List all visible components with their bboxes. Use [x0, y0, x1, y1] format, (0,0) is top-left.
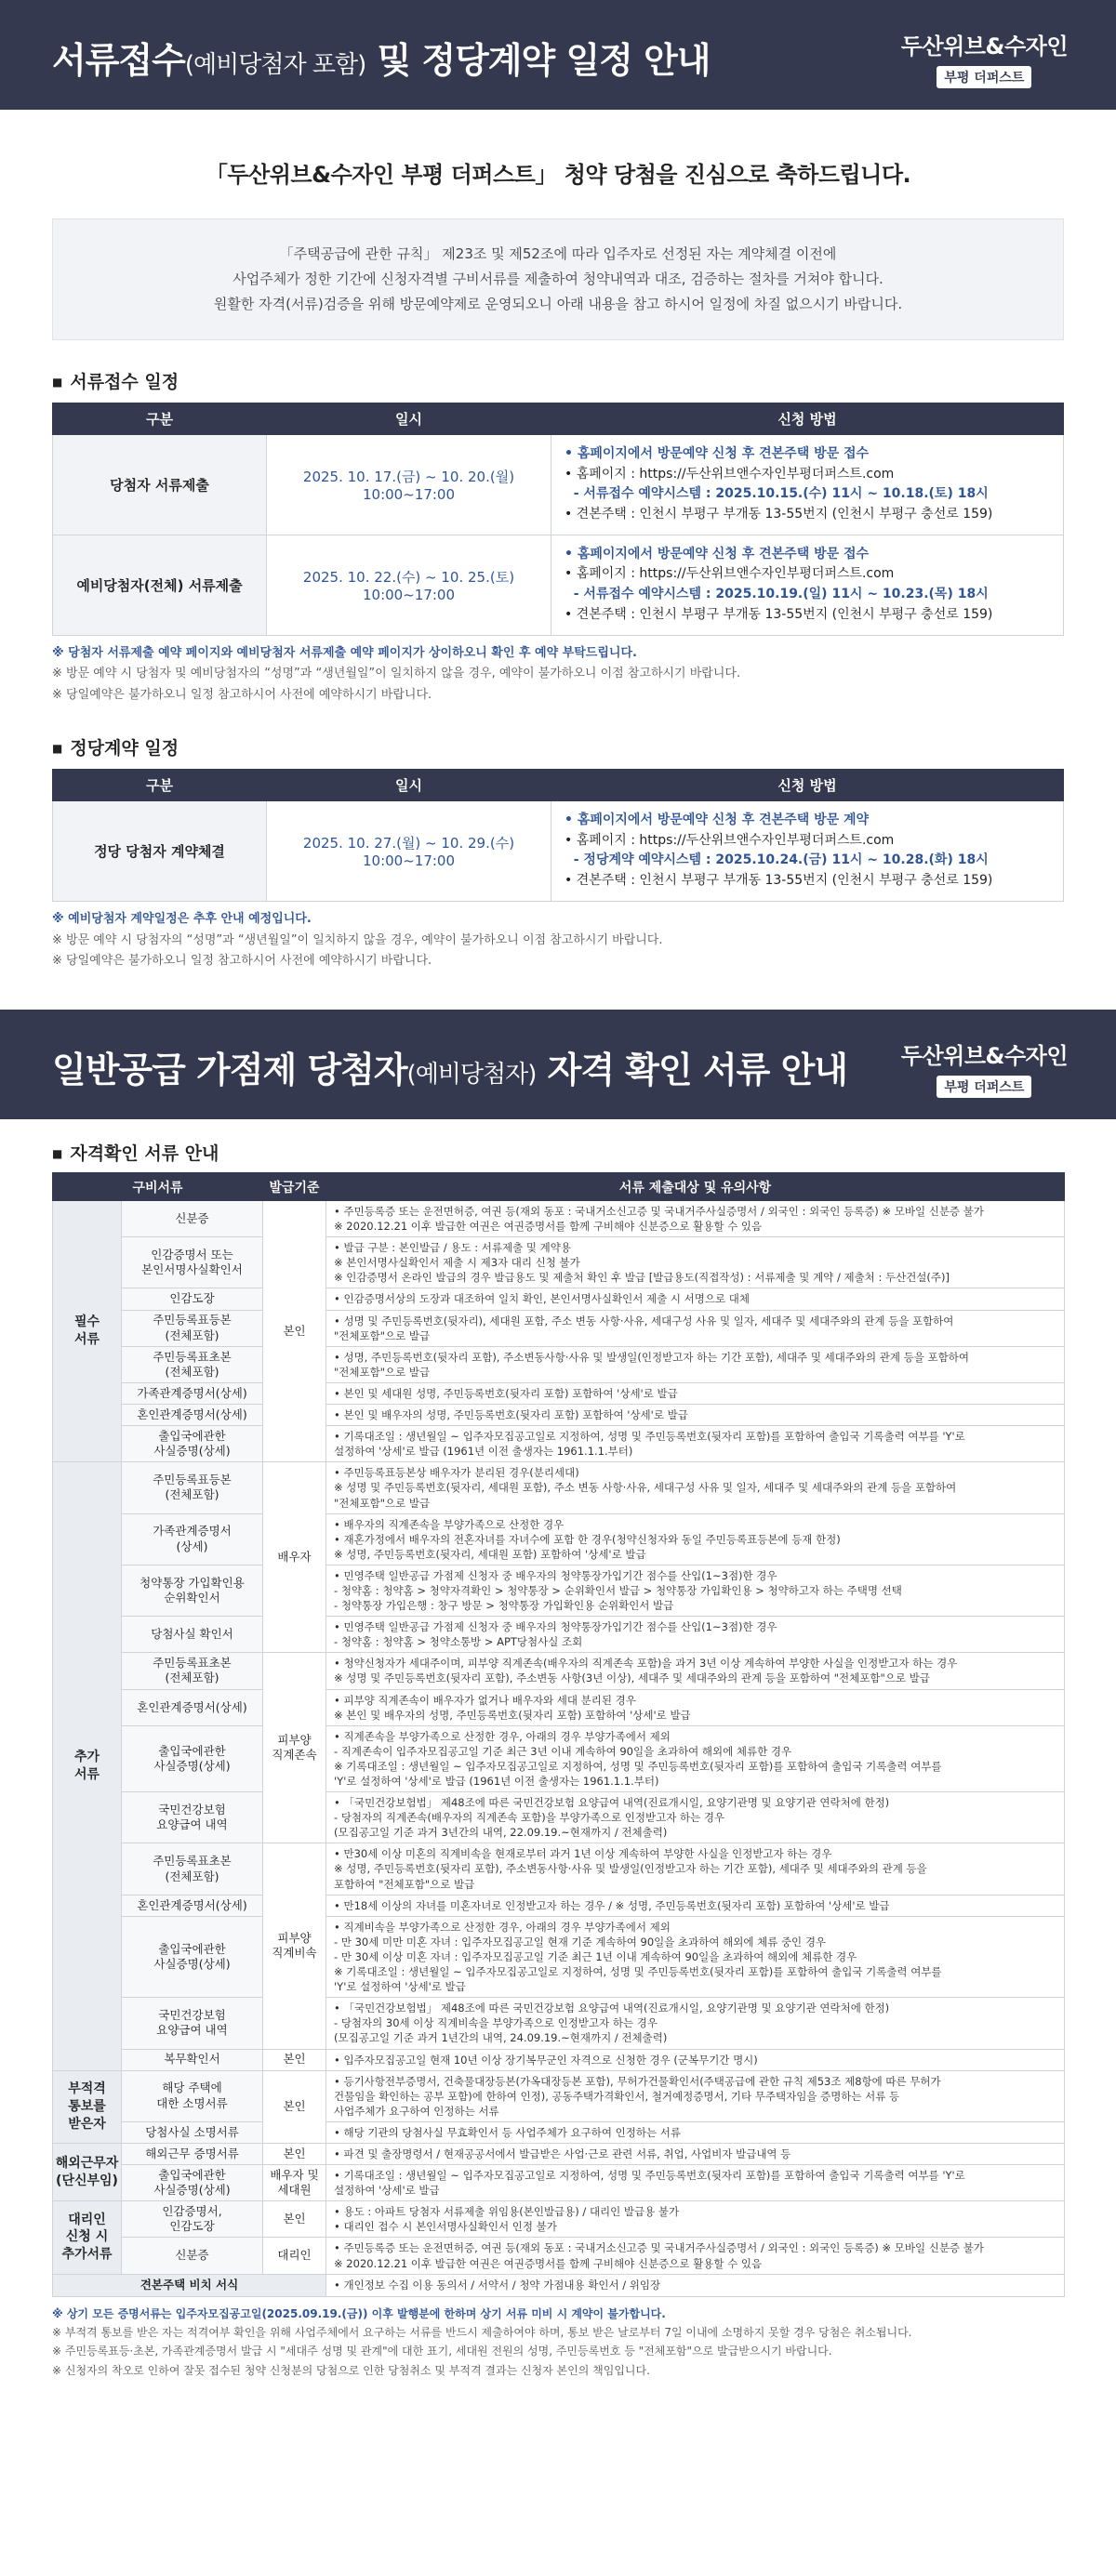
note: ※ 당일예약은 불가하오니 일정 참고하시어 사전에 예약하시기 바랍니다. — [52, 688, 432, 702]
row-method: • 홈페이지에서 방문예약 신청 후 견본주택 방문 접수 • 홈페이지 : https://두산위브앤수자인부평더퍼스트.com - 서류접수 예약시스템 : 2025.10.19.(일) 11시 ~ 10.23.(목) 18시 • 견본주택 : 인천시 부평구 부개동 13-55번지 (인천시 부평구 충선로 159) — [551, 535, 1064, 635]
table-row — [53, 1462, 1065, 1513]
document-name: 출입국에관한 사실증명(상세) — [122, 2165, 263, 2201]
issuer-basis: 본인 — [263, 2070, 326, 2143]
table-header: 서류 제출대상 및 유의사항 — [326, 1173, 1065, 1201]
document-name: 해당 주택에 대한 소명서류 — [122, 2070, 263, 2121]
table-row — [53, 2165, 1065, 2201]
document-name: 인감도장 — [122, 1288, 263, 1310]
table-row — [53, 2238, 1065, 2274]
document-description: • 등기사항전부증명서, 건축물대장등본(가옥대장등본 포함), 무허가건물확인서(주택공급에 관한 규칙 제53조 제8항에 따른 무허가 건물임을 확인하는 공부 포함)에 한하여 인정), 공동주택가격확인서, 철거예정증명서, 기타 무주택자임을 증명하는 서류 등 사업주체가 요구하여 인정하는 서류 — [326, 2070, 1065, 2121]
intro-line: 「주택공급에 관한 규칙」 제23조 및 제52조에 따라 입주자로 선정된 자는 계약체결 이전에 — [279, 245, 837, 262]
brand-logo-name: 두산위브&수자인 — [900, 1043, 1068, 1069]
homepage-link[interactable]: • 홈페이지 : https://두산위브앤수자인부평더퍼스트.com — [565, 832, 895, 848]
table-header: 일시 — [267, 769, 551, 800]
contract-schedule-title: ■ 정당계약 일정 — [52, 734, 1116, 760]
issuer-basis: 대리인 — [263, 2238, 326, 2274]
issuer-basis: 본인 — [263, 2201, 326, 2238]
homepage-link[interactable]: • 홈페이지 : https://두산위브앤수자인부평더퍼스트.com — [565, 566, 895, 582]
document-name: 혼인관계증명서(상세) — [122, 1895, 263, 1916]
document-name: 출입국에관한 사실증명(상세) — [122, 1916, 263, 1997]
document-name: 인감증명서, 인감도장 — [122, 2201, 263, 2238]
document-description: • 기록대조일 : 생년월일 ~ 입주자모집공고일로 지정하여, 성명 및 주민등록번호(뒷자리 포함)를 포함하여 출입국 기록출력 여부를 'Y'로 설정하여 '상세'로 발급 — [326, 2165, 1065, 2201]
note: ※ 주민등록표등·초본, 가족관계증명서 발급 시 "세대주 성명 및 관계"에 대한 표기, 세대원 전원의 성명, 주민등록번호 등 "전체포함"으로 발급받으시기 바랍니다. — [52, 2345, 832, 2358]
summary-description: • 개인정보 수집 이용 동의서 / 서약서 / 청약 가점내용 확인서 / 위임장 — [326, 2274, 1065, 2296]
table-row — [53, 1916, 1065, 1997]
row-date: 2025. 10. 27.(월) ~ 10. 29.(수) 10:00~17:00 — [267, 800, 551, 901]
document-description: • 만18세 이상의 자녀를 미혼자녀로 인정받고자 하는 경우 / ※ 성명, 주민등록번호(뒷자리 포함) 포함하여 '상세'로 발급 — [326, 1895, 1065, 1916]
brand-logo — [901, 1037, 1068, 1098]
table-row — [53, 1426, 1065, 1462]
contract-schedule-table — [52, 769, 1064, 902]
documents-notes — [52, 2305, 1116, 2381]
document-name: 주민등록표등본 (전체포함) — [122, 1310, 263, 1346]
group-label: 해외근무자 (단신부임) — [53, 2143, 122, 2200]
issuer-basis: 본인 — [263, 2143, 326, 2164]
table-row — [53, 535, 1064, 635]
table-row — [53, 1565, 1065, 1616]
document-description: • 직계존속을 부양가족으로 산정한 경우, 아래의 경우 부양가족에서 제외 - 직계존속이 입주자모집공고일 기준 최근 3년 이내 계속하여 90일을 초과하여 해외에 체류한 경우 ※ 기록대조일 : 생년월일 ~ 입주자모집공고일로 지정하여, 성명 및 주민등록번호(뒷자리 포함)를 포함하여 출입국 기록출력 여부를 'Y'로 설정하여 '상세'로 발급 (1961년 이전 출생자는 1961.1.1.부터) — [326, 1725, 1065, 1791]
document-description: • 용도 : 아파트 당첨자 서류제출 위임용(본인발급용) / 대리인 발급용 불가 • 대리인 접수 시 본인서명사실확인서 인정 불가 — [326, 2201, 1065, 2238]
document-description: • 파견 및 출장명령서 / 현재공공서에서 발급받은 사업·근로 관련 서류, 취업, 사업비자 발급내역 등 — [326, 2143, 1065, 2164]
doc-schedule-title: ■ 서류접수 일정 — [52, 368, 1116, 393]
congratulations-message: 「두산위브&수자인 부평 더퍼스트」 청약 당첨을 진심으로 축하드립니다. — [205, 162, 911, 188]
table-row — [53, 2274, 1065, 2296]
row-method: • 홈페이지에서 방문예약 신청 후 견본주택 방문 접수 • 홈페이지 : https://두산위브앤수자인부평더퍼스트.com - 서류접수 예약시스템 : 2025.10.15.(수) 11시 ~ 10.18.(토) 18시 • 견본주택 : 인천시 부평구 부개동 13-55번지 (인천시 부평구 충선로 159) — [551, 435, 1064, 535]
issuer-basis: 본인 — [263, 1201, 326, 1462]
issuer-basis: 피부양 직계존속 — [263, 1653, 326, 1843]
doc-schedule-notes — [52, 643, 1116, 707]
table-row — [53, 1792, 1065, 1843]
note: ※ 신청자의 착오로 인하여 잘못 접수된 청약 신청분의 당첨으로 인한 당첨취소 및 부적격 결과는 신청자 본인의 책임입니다. — [52, 2363, 650, 2377]
document-description: • 입주자모집공고일 현재 10년 이상 장기복무군인 자격으로 신청한 경우 (군복무기간 명시) — [326, 2049, 1065, 2070]
document-description: • 주민등록증 또는 운전면허증, 여권 등(재외 동포 : 국내거소신고증 및 국내거주사실증명서 / 외국인 : 외국인 등록증) ※ 모바일 신분증 불가 ※ 2020.12.21 이후 발급한 여권은 여권증명서를 함께 구비해야 신분증으로 활용할 수 있음 — [326, 1201, 1065, 1237]
document-name: 가족관계증명서 (상세) — [122, 1513, 263, 1565]
document-name: 국민건강보험 요양급여 내역 — [122, 1792, 263, 1843]
homepage-link[interactable]: • 홈페이지 : https://두산위브앤수자인부평더퍼스트.com — [565, 466, 895, 482]
documents-table — [52, 1172, 1065, 2297]
brand-logo-badge: 부평 더퍼스트 — [937, 1076, 1031, 1098]
document-name: 신분증 — [122, 2238, 263, 2274]
intro-box — [52, 218, 1064, 340]
issuer-basis: 피부양 직계비속 — [263, 1843, 326, 2049]
document-description: • 청약신청자가 세대주이며, 피부양 직계존속(배우자의 직계존속 포함)을 과거 3년 이상 계속하여 부양한 사실을 인정받고자 하는 경우 ※ 성명 및 주민등록번호(뒷자리 포함), 주소변동 사항(3년 이상), 세대주 및 세대주와의 관계 등을 포함하여 "전체포함"으로 발급 — [326, 1653, 1065, 1689]
documents-title: ■ 자격확인 서류 안내 — [52, 1140, 1116, 1165]
document-description: • 주민등록증 또는 운전면허증, 여권 등(재외 동포 : 국내거소신고증 및 국내거주사실증명서 / 외국인 : 외국인 등록증) ※ 모바일 신분증 불가 ※ 2020.12.21 이후 발급한 여권은 여권증명서를 함께 구비해야 신분증으로 활용할 수 있음 — [326, 2238, 1065, 2274]
document-name: 혼인관계증명서(상세) — [122, 1405, 263, 1426]
table-row — [53, 1725, 1065, 1791]
document-description: • 성명 및 주민등록번호(뒷자리), 세대원 포함, 주소 변동 사항·사유, 세대구성 사유 및 일자, 세대주 및 세대주와의 관계 등을 포함하여 "전체포함"으로 발급 — [326, 1310, 1065, 1346]
document-name: 해외근무 증명서류 — [122, 2143, 263, 2164]
row-label: 예비당첨자(전체) 서류제출 — [53, 535, 267, 635]
table-row — [53, 2070, 1065, 2121]
table-row — [53, 435, 1064, 535]
document-name: 복무확인서 — [122, 2049, 263, 2070]
documents-header-title: 일반공급 가점제 당첨자(예비당첨자) 자격 확인 서류 안내 — [52, 1050, 848, 1090]
document-name: 출입국에관한 사실증명(상세) — [122, 1426, 263, 1462]
intro-line: 원활한 자격(서류)검증을 위해 방문예약제로 운영되오니 아래 내용을 참고 하시어 일정에 차질 없으시기 바랍니다. — [213, 296, 903, 312]
row-date: 2025. 10. 17.(금) ~ 10. 20.(월) 10:00~17:00 — [267, 435, 551, 535]
document-name: 주민등록표초본 (전체포함) — [122, 1653, 263, 1689]
brand-logo-name: 두산위브&수자인 — [900, 33, 1068, 59]
table-row — [53, 1653, 1065, 1689]
document-description: • 발급 구분 : 본인발급 / 용도 : 서류제출 및 계약용 ※ 본인서명사실확인서 제출 시 제3자 대리 신청 불가 ※ 인감증명서 온라인 발급의 경우 발급용도 및 제출처 확인 후 발급 [발급용도(직접작성) : 서류제출 및 계약 / 제출처 : 두산건설(주)] — [326, 1237, 1065, 1288]
document-description: • 민영주택 일반공급 가점제 신청자 중 배우자의 청약통장가입기간 점수를 산입(1~3점)한 경우 - 청약홈 : 청약홈 > 청약자격확인 > 청약통장 > 순위확인서 발급 > 청약통장 가입확인용 > 청약하고자 하는 주택명 선택 - 청약통장 가입은행 : 창구 방문 > 청약통장 가입확인용 순위확인서 발급 — [326, 1565, 1065, 1616]
table-header: 구비서류 — [53, 1173, 263, 1201]
table-row — [53, 2121, 1065, 2143]
document-name: 신분증 — [122, 1201, 263, 1237]
group-label: 추가 서류 — [53, 1462, 122, 2070]
brand-logo — [901, 28, 1068, 88]
row-method: • 홈페이지에서 방문예약 신청 후 견본주택 방문 계약 • 홈페이지 : https://두산위브앤수자인부평더퍼스트.com - 정당계약 예약시스템 : 2025.10.24.(금) 11시 ~ 10.28.(화) 18시 • 견본주택 : 인천시 부평구 부개동 13-55번지 (인천시 부평구 충선로 159) — [551, 800, 1064, 901]
issuer-basis: 배우자 — [263, 1462, 326, 1653]
issuer-basis: 본인 — [263, 2049, 326, 2070]
table-row — [53, 1288, 1065, 1310]
note: ※ 상기 모든 증명서류는 입주자모집공고일(2025.09.19.(금)) 이후 발행분에 한하며 상기 서류 미비 시 계약이 불가합니다. — [52, 2306, 666, 2320]
documents-table-body — [53, 1201, 1065, 2297]
note: ※ 당일예약은 불가하오니 일정 참고하시어 사전에 예약하시기 바랍니다. — [52, 954, 432, 969]
row-label: 정당 당첨자 계약체결 — [53, 800, 267, 901]
document-name: 출입국에관한 사실증명(상세) — [122, 1725, 263, 1791]
issuer-basis: 배우자 및 세대원 — [263, 2165, 326, 2201]
document-description: • 주민등록표등본상 배우자가 분리된 경우(분리세대) ※ 성명 및 주민등록번호(뒷자리, 세대원 포함), 주소 변동 사항·사유, 세대구성 사유 및 일자, 세대주 및 세대주와의 관계 등을 포함하여 "전체포함"으로 발급 — [326, 1462, 1065, 1513]
table-row — [53, 1346, 1065, 1382]
document-name: 국민건강보험 요양급여 내역 — [122, 1998, 263, 2049]
document-name: 인감증명서 또는 본인서명사실확인서 — [122, 1237, 263, 1288]
document-description: • 인감증명서상의 도장과 대조하여 일치 확인, 본인서명사실확인서 제출 시 서명으로 대체 — [326, 1288, 1065, 1310]
table-row — [53, 2049, 1065, 2070]
group-label: 부적격 통보를 받은자 — [53, 2070, 122, 2143]
schedule-header-title: 서류접수(예비당첨자 포함) 및 정당계약 일정 안내 — [52, 40, 711, 81]
note: ※ 예비당첨자 계약일정은 추후 안내 예정입니다. — [52, 911, 312, 926]
table-header: 구분 — [53, 769, 267, 800]
row-label: 당첨자 서류제출 — [53, 435, 267, 535]
document-description: • 피부양 직계존속이 배우자가 없거나 배우자와 세대 분리된 경우 ※ 본인 및 배우자의 성명, 주민등록번호(뒷자리 포함) 포함하여 '상세'로 발급 — [326, 1689, 1065, 1725]
group-label: 필수 서류 — [53, 1201, 122, 1462]
document-name: 주민등록표초본 (전체포함) — [122, 1346, 263, 1382]
table-header: 구분 — [53, 403, 267, 435]
table-row — [53, 1310, 1065, 1346]
table-row — [53, 1382, 1065, 1404]
document-description: • 성명, 주민등록번호(뒷자리 포함), 주소변동사항·사유 및 발생일(인정받고자 하는 기간 포함), 세대주 및 세대주와의 관계 등을 포함하여 "전체포함"으로 발급 — [326, 1346, 1065, 1382]
document-description: • 민영주택 일반공급 가점제 신청자 중 배우자의 청약통장가입기간 점수를 산입(1~3점)한 경우 - 청약홈 : 청약홈 > 청약소통방 > APT당첨사실 조회 — [326, 1617, 1065, 1653]
table-header: 신청 방법 — [551, 769, 1064, 800]
document-description: • 해당 기관의 당첨사실 무효확인서 등 사업주체가 요구하여 인정하는 서류 — [326, 2121, 1065, 2143]
table-row — [53, 1617, 1065, 1653]
summary-label: 견본주택 비치 서식 — [53, 2274, 326, 2296]
document-description: • 본인 및 세대원 성명, 주민등록번호(뒷자리 포함) 포함하여 '상세'로 발급 — [326, 1382, 1065, 1404]
table-header: 신청 방법 — [551, 403, 1064, 435]
document-description: • 만30세 이상 미혼의 직계비속을 현재로부터 과거 1년 이상 계속하여 부양한 사실을 인정받고자 하는 경우 ※ 성명, 주민등록번호(뒷자리 포함), 주소변동사항·사유 및 발생일(인정받고자 하는 기간 포함), 세대주 및 세대주와의 관계 등을 포함하여 "전체포함"으로 발급 — [326, 1843, 1065, 1895]
document-name: 혼인관계증명서(상세) — [122, 1689, 263, 1725]
table-row — [53, 1998, 1065, 2049]
table-row — [53, 800, 1064, 901]
document-name: 당첨사실 확인서 — [122, 1617, 263, 1653]
table-header: 일시 — [267, 403, 551, 435]
document-description: • 본인 및 배우자의 성명, 주민등록번호(뒷자리 포함) 포함하여 '상세'로 발급 — [326, 1405, 1065, 1426]
table-row — [53, 1405, 1065, 1426]
table-header: 발급기준 — [263, 1173, 326, 1201]
table-row — [53, 1895, 1065, 1916]
intro-line: 사업주체가 정한 기간에 신청자격별 구비서류를 제출하여 청약내역과 대조, 검증하는 절차를 거쳐야 합니다. — [232, 271, 884, 287]
row-date: 2025. 10. 22.(수) ~ 10. 25.(토) 10:00~17:00 — [267, 535, 551, 635]
table-row — [53, 2201, 1065, 2238]
table-row — [53, 1201, 1065, 1237]
document-description: • 「국민건강보험법」 제48조에 따른 국민건강보험 요양급여 내역(진료개시일, 요양기관명 및 요양기관 연락처에 한정) - 당첨자의 직계존속(배우자의 직계존속 포함)을 부양가족으로 인정받고자 하는 경우 (모집공고일 기준 과거 3년간의 내역, 22.09.19.~현재까지 / 전체출력) — [326, 1792, 1065, 1843]
document-name: 청약통장 가입확인용 순위확인서 — [122, 1565, 263, 1616]
document-name: 주민등록표초본 (전체포함) — [122, 1843, 263, 1895]
contract-schedule-notes — [52, 909, 1116, 972]
brand-logo-badge: 부평 더퍼스트 — [937, 66, 1031, 88]
document-name: 가족관계증명서(상세) — [122, 1382, 263, 1404]
note: ※ 부적격 통보를 받은 자는 적격여부 확인을 위해 사업주체에서 요구하는 서류를 반드시 제출하여야 하며, 통보 받은 날로부터 7일 이내에 소명하지 못할 경우 당첨은 취소됩니다. — [52, 2326, 912, 2340]
document-description: • 「국민건강보험법」 제48조에 따른 국민건강보험 요양급여 내역(진료개시일, 요양기관명 및 요양기관 연락처에 한정) - 당첨자의 30세 이상 직계비속을 부양가족으로 인정받고자 하는 경우 (모집공고일 기준 과거 1년간의 내역, 24.09.19.~현재까지 / 전체출력) — [326, 1998, 1065, 2049]
note: ※ 방문 예약 시 당첨자의 “성명”과 “생년월일”이 일치하지 않을 경우, 예약이 불가하오니 이점 참고하시기 바랍니다. — [52, 932, 663, 947]
doc-schedule-table — [52, 403, 1064, 636]
table-row — [53, 2143, 1065, 2164]
group-label: 대리인 신청 시 추가서류 — [53, 2201, 122, 2274]
document-name: 주민등록표등본 (전체포함) — [122, 1462, 263, 1513]
document-description: • 배우자의 직계존속을 부양가족으로 산정한 경우 • 재혼가정에서 배우자의 전혼자녀를 자녀수에 포함 한 경우(청약신청자와 동일 주민등록표등본에 등재 한정) ※ 성명, 주민등록번호(뒷자리, 세대원 포함) 포함하여 '상세'로 발급 — [326, 1513, 1065, 1565]
documents-header-band — [0, 1010, 1116, 1119]
document-description: • 직계비속을 부양가족으로 산정한 경우, 아래의 경우 부양가족에서 제외 - 만 30세 미만 미혼 자녀 : 입주자모집공고일 현재 기준 계속하여 90일을 초과하여 해외에 체류 중인 경우 - 만 30세 이상 미혼 자녀 : 입주자모집공고일 기준 최근 1년 이내 계속하여 90일을 초과하여 해외에 체류한 경우 ※ 기록대조일 : 생년월일 ~ 입주자모집공고일로 지정하여, 성명 및 주민등록번호(뒷자리 포함)를 포함하여 출입국 기록출력 여부를 'Y'로 설정하여 '상세'로 발급 — [326, 1916, 1065, 1997]
table-row — [53, 1689, 1065, 1725]
schedule-header-band — [0, 0, 1116, 110]
document-description: • 기록대조일 : 생년월일 ~ 입주자모집공고일로 지정하여, 성명 및 주민등록번호(뒷자리 포함)를 포함하여 출입국 기록출력 여부를 'Y'로 설정하여 '상세'로 발급 (1961년 이전 출생자는 1961.1.1.부터) — [326, 1426, 1065, 1462]
table-row — [53, 1843, 1065, 1895]
note: ※ 방문 예약 시 당첨자 및 예비당첨자의 “성명”과 “생년월일”이 일치하지 않을 경우, 예약이 불가하오니 이점 참고하시기 바랍니다. — [52, 667, 741, 681]
document-name: 당첨사실 소명서류 — [122, 2121, 263, 2143]
table-row — [53, 1237, 1065, 1288]
note: ※ 당첨자 서류제출 예약 페이지와 예비당첨자 서류제출 예약 페이지가 상이하오니 확인 후 예약 부탁드립니다. — [52, 645, 637, 660]
table-row — [53, 1513, 1065, 1565]
